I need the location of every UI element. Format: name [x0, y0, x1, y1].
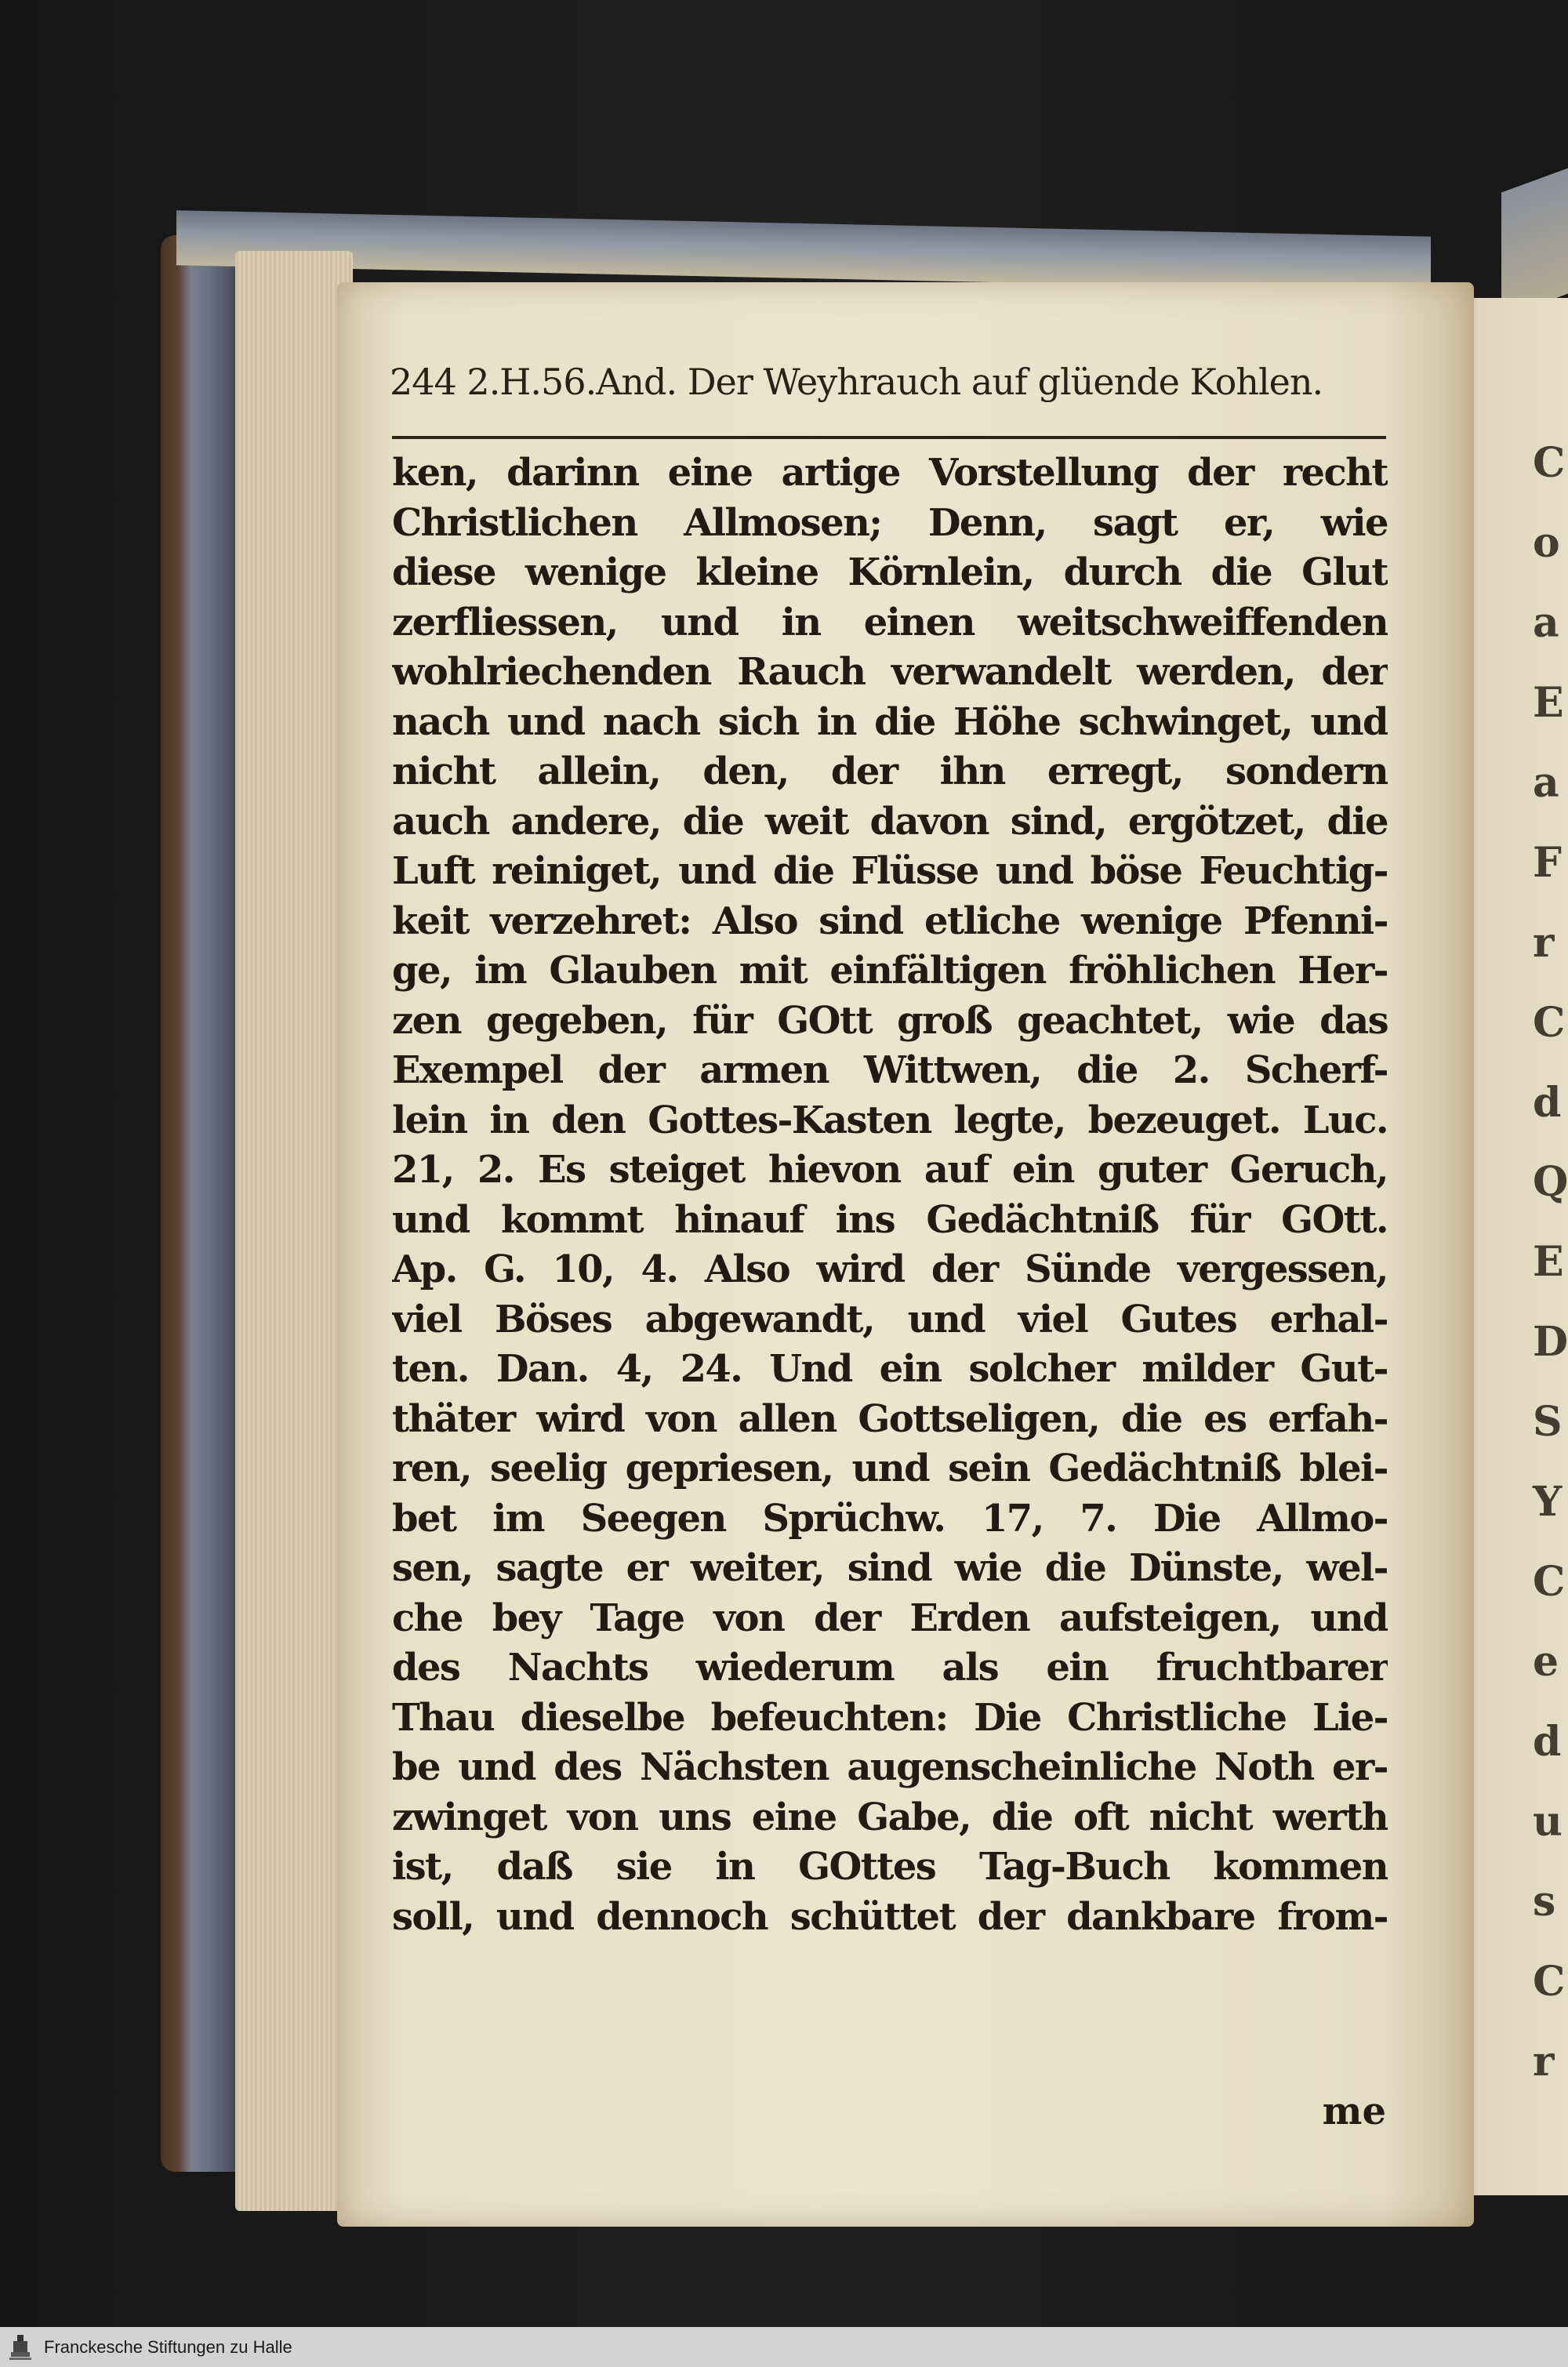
facing-page-top-edge — [1501, 169, 1568, 318]
facing-page-letter: a — [1533, 758, 1559, 807]
facing-page-letter: E — [1533, 1238, 1564, 1287]
text-line: viel Böses abgewandt, und viel Gutes erhal- — [392, 1297, 1388, 1341]
facing-page-letters — [1533, 439, 1568, 2086]
facing-page-letter: D — [1533, 1318, 1568, 1367]
facing-page-letter: e — [1533, 1638, 1559, 1686]
facing-page-letter: s — [1533, 1877, 1556, 1926]
text-line: bet im Seegen Sprüchw. 17, 7. Die Allmo- — [392, 1496, 1388, 1541]
running-header: 244 2.H.56.And. Der Weyhrauch auf glüende Kohlen. — [390, 361, 1323, 403]
facing-page-letter: r — [1533, 2037, 1555, 2086]
text-line: soll, und dennoch schüttet der dankbare from- — [392, 1894, 1388, 1939]
text-line: thäter wird von allen Gottseligen, die es erfah- — [392, 1396, 1388, 1441]
text-line: keit verzehret: Also sind etliche wenige Pfenni- — [392, 899, 1388, 943]
page-text — [392, 448, 1388, 1942]
text-line: des Nachts wiederum als ein fruchtbarer — [392, 1646, 1388, 1690]
facing-page-letter: E — [1533, 678, 1564, 727]
header-rule — [392, 436, 1386, 439]
facing-page-letter: C — [1533, 998, 1566, 1047]
facing-page-letter: r — [1533, 918, 1555, 967]
text-line: lein in den Gottes-Kasten legte, bezeuget. Luc. — [392, 1098, 1388, 1142]
text-line: 21, 2. Es steiget hievon auf ein guter Geruch, — [392, 1148, 1388, 1192]
facing-page-letter: Q — [1533, 1158, 1568, 1207]
text-line: ren, seelig gepriesen, und sein Gedächtniß blei- — [392, 1447, 1388, 1490]
text-line: ken, darinn eine artige Vorstellung der recht — [392, 451, 1388, 495]
text-line: zen gegeben, für GOtt groß geachtet, wie das — [392, 998, 1388, 1043]
text-line: be und des Nächsten augenscheinliche Noth er- — [392, 1745, 1388, 1789]
text-line: auch andere, die weit davon sind, ergötzet, die — [392, 799, 1388, 844]
text-line: nicht allein, den, der ihn erregt, sondern — [392, 750, 1388, 793]
text-line: ge, im Glauben mit einfältigen fröhlichen Her- — [392, 949, 1388, 993]
text-line: zerfliessen, und in einen weitschweiffenden — [392, 600, 1388, 644]
facing-page-letter: a — [1533, 598, 1559, 647]
text-line: nach und nach sich in die Höhe schwinget, und — [392, 699, 1388, 744]
text-line: Ap. G. 10, 4. Also wird der Sünde vergessen, — [392, 1247, 1388, 1291]
institution-logo-icon — [5, 2332, 36, 2363]
catchword: me — [1322, 2089, 1386, 2133]
text-line: Exempel der armen Wittwen, die 2. Scherf- — [392, 1048, 1388, 1092]
facing-page-letter: C — [1533, 1957, 1566, 2006]
text-line: che bey Tage von der Erden aufsteigen, und — [392, 1596, 1388, 1640]
text-line: und kommt hinauf ins Gedächtniß für GOtt. — [392, 1197, 1388, 1242]
facing-page-letter: d — [1533, 1078, 1562, 1127]
text-line: wohlriechenden Rauch verwandelt werden, der — [392, 650, 1388, 694]
footer-credit: Franckesche Stiftungen zu Halle — [44, 2336, 292, 2357]
book-spine — [161, 235, 247, 2172]
facing-page-letter: S — [1533, 1398, 1563, 1447]
footer-bar — [0, 2327, 1568, 2367]
page-stack-edge — [235, 251, 353, 2211]
text-line: Thau dieselbe befeuchten: Die Christliche Lie- — [392, 1695, 1388, 1740]
facing-page-letter: u — [1533, 1797, 1563, 1846]
text-line: zwinget von uns eine Gabe, die oft nicht werth — [392, 1795, 1388, 1839]
facing-page-letter: Y — [1533, 1478, 1563, 1527]
text-line: ist, daß sie in GOttes Tag-Buch kommen — [392, 1845, 1388, 1889]
facing-page-letter: C — [1533, 439, 1566, 487]
facing-page-letter: F — [1533, 838, 1562, 887]
facing-page-letter: o — [1533, 518, 1560, 567]
facing-page-letter: C — [1533, 1558, 1566, 1606]
text-line: Christlichen Allmosen; Denn, sagt er, wie — [392, 500, 1388, 545]
text-line: sen, sagte er weiter, sind wie die Dünste, wel- — [392, 1546, 1388, 1590]
facing-page-letter: d — [1533, 1718, 1562, 1766]
text-line: diese wenige kleine Körnlein, durch die Glut — [392, 550, 1388, 594]
text-line: ten. Dan. 4, 24. Und ein solcher milder Gut- — [392, 1347, 1388, 1391]
text-line: Luft reiniget, und die Flüsse und böse Feuchtig- — [392, 849, 1388, 893]
